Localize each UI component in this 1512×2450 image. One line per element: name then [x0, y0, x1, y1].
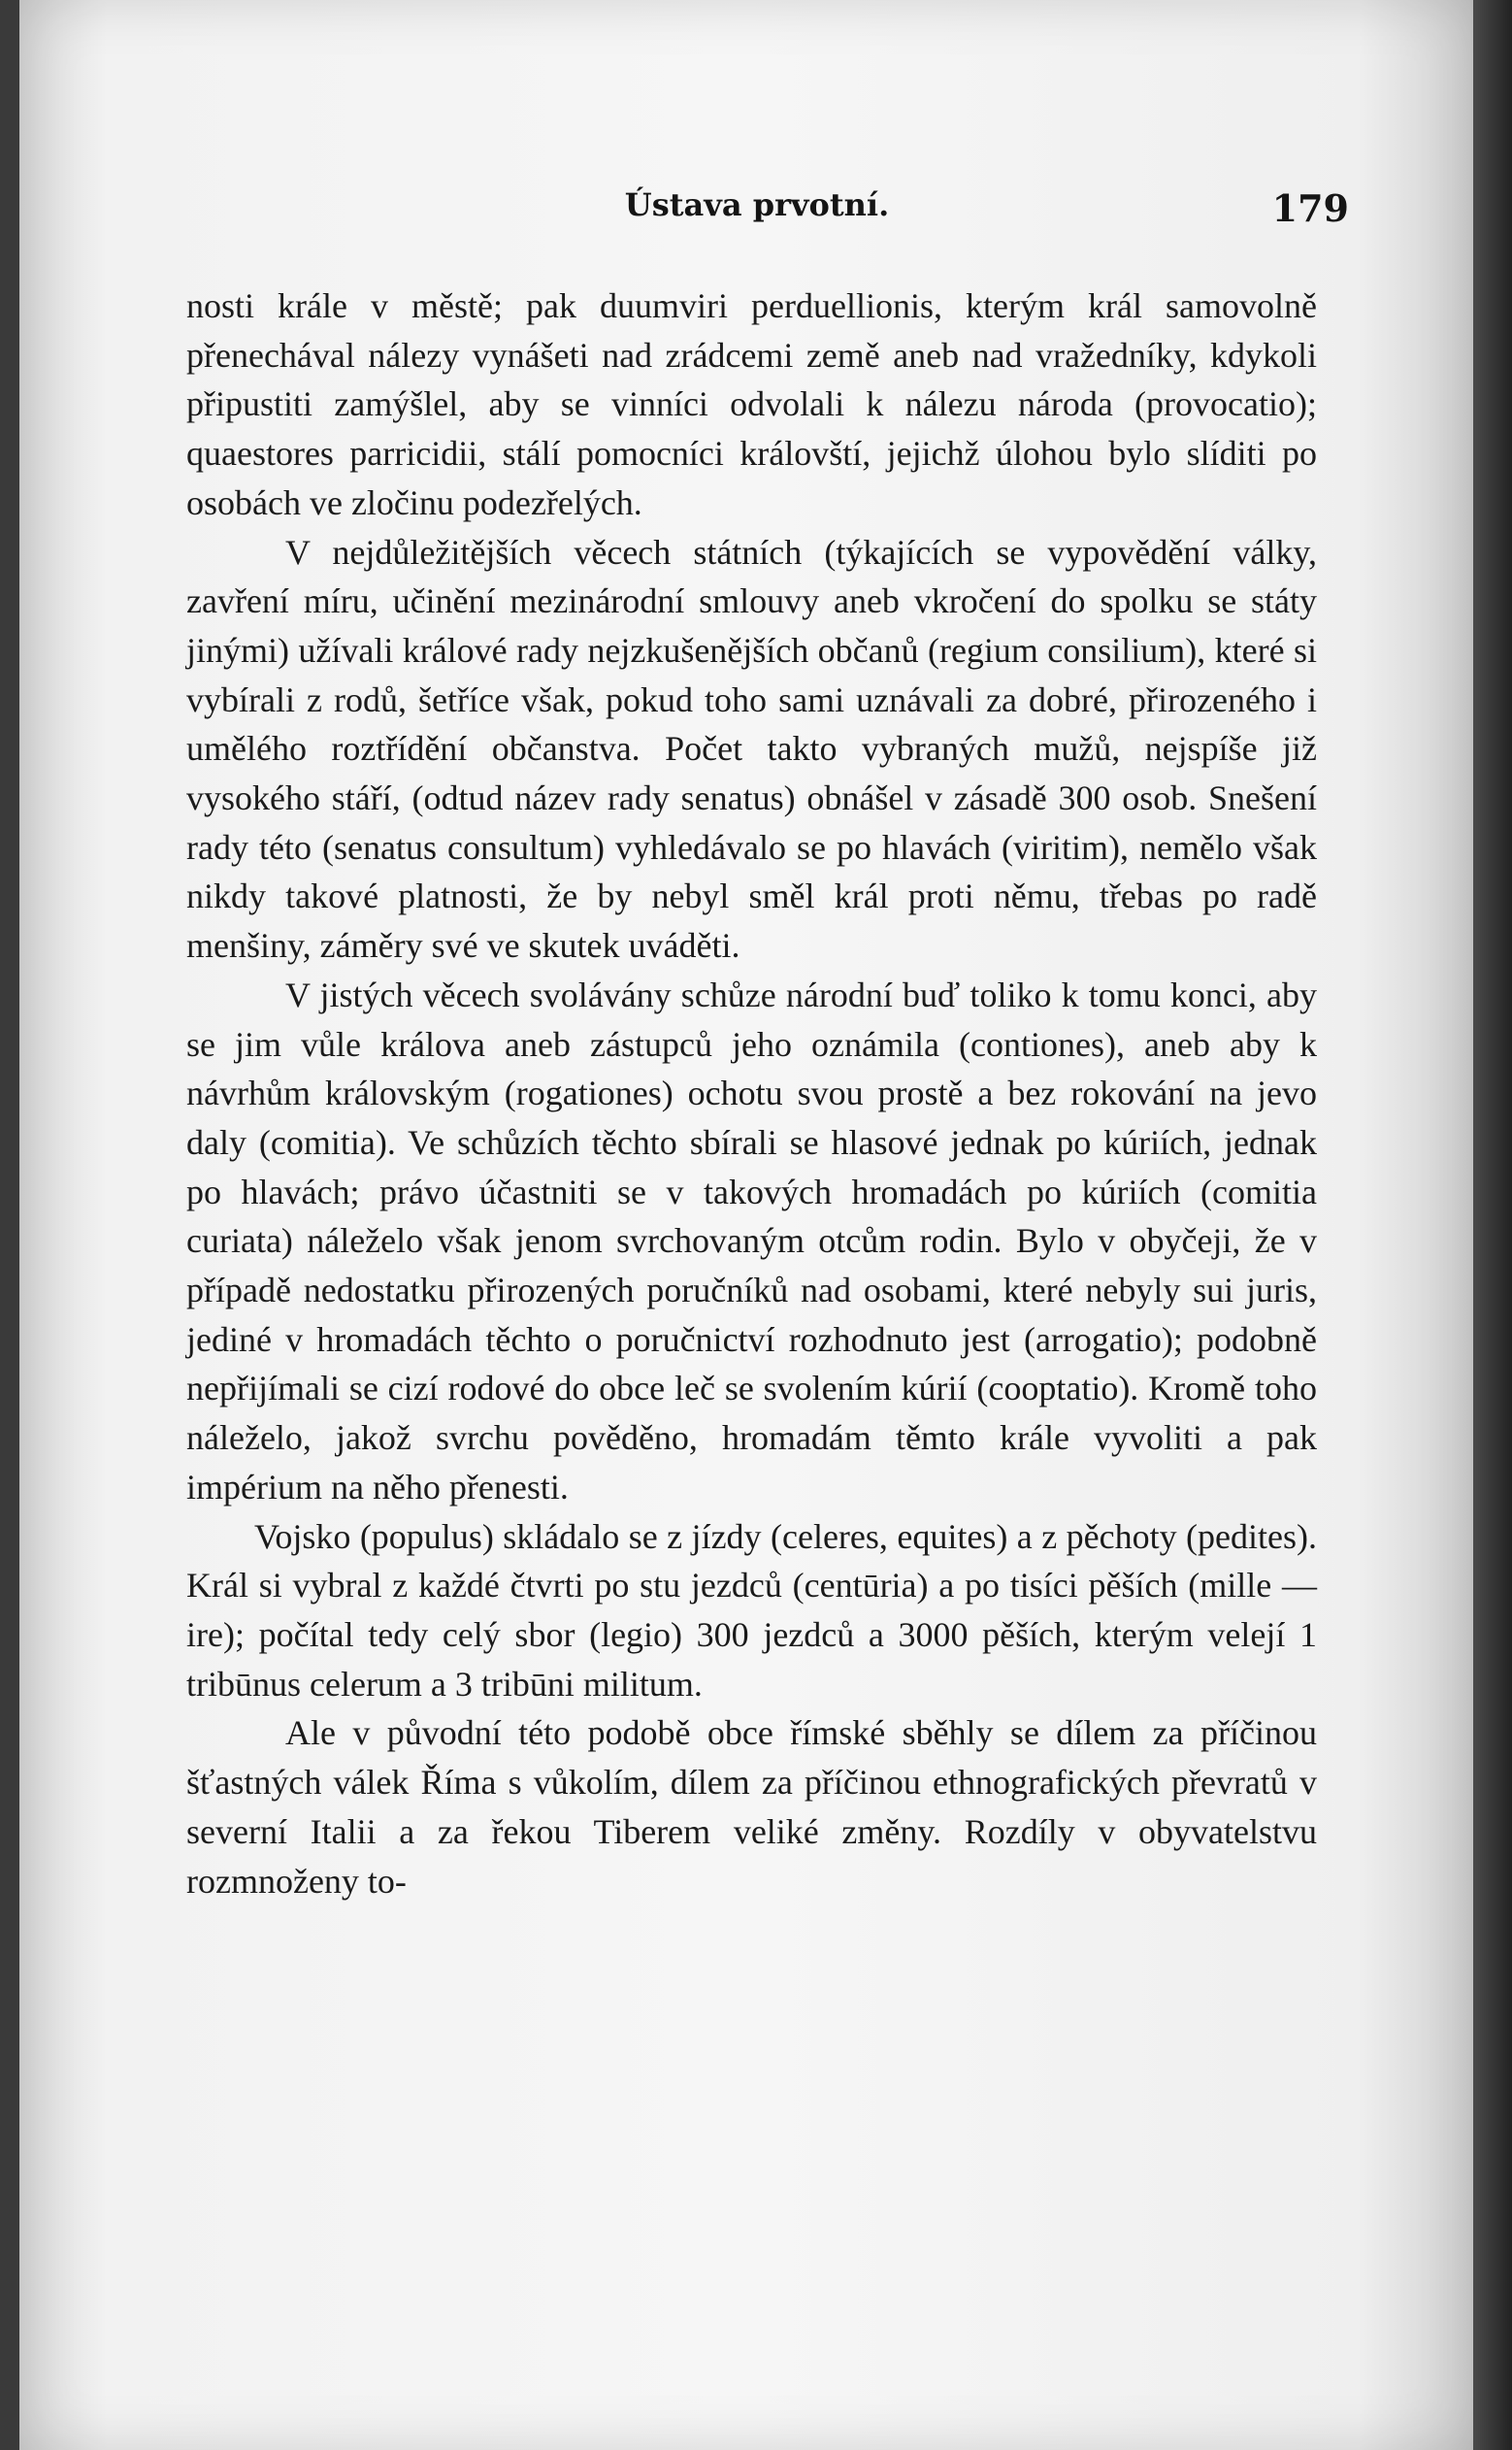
paragraph-5: Ale v původní této podobě obce římské sběhly se dílem za příčinou šťastných válek Říma s vůkolím, dílem za příčinou ethnografických převratů v severní Italii a za řekou Tiberem veliké změny. Rozdíly v obyvatelstvu rozmnoženy to-: [186, 1713, 1317, 1901]
paragraph-4: Vojsko (populus) skládalo se z jízdy (celeres, equites) a z pěchoty (pedites). Král si vybral z každé čtvrti po stu jezdců (centūria) a po tisíci pěších (mille — ire); počítal tedy celý sbor (legio) 300 jezdců a 3000 pěších, kterým velejí 1 tribūnus celerum a 3 tribūni militum.: [186, 1516, 1317, 1704]
paragraph-2: V nejdůležitějších věcech státních (týkajících se vypovědění války, zavření míru, učinění mezinárodní smlouvy aneb vkročení do spolku se státy jinými) užívali králové rady nejzkušenějších občanů (regium consilium), které si vybírali z rodů, šetříce však, pokud toho sami uznávali za dobré, přirozeného i umělého roztřídění občanstva. Počet takto vybraných mužů, nejspíše již vysokého stáří, (odtud název rady senatus) obnášel v zásadě 300 osob. Snešení rady této (senatus consultum) vyhledávalo se po hlavách (viritim), nemělo však nikdy takové platnosti, že by nebyl směl král proti němu, třebas po radě menšiny, záměry své ve skutek uváděti.: [186, 532, 1317, 966]
page-edge-shadow: [1473, 0, 1512, 2450]
paragraph-1: nosti krále v městě; pak duumviri perduellionis, kterým král samovolně přenechával nálezy vynášeti nad zrádcemi země aneb nad vražedníky, kdykoli připustiti zamýšlel, aby se vinníci odvolali k nálezu národa (provocatio); quaestores parricidii, stálí pomocníci královští, jejichž úlohou bylo slíditi po osobách ve zločinu podezřelých.: [186, 286, 1317, 522]
page-header: [165, 186, 1349, 235]
running-title: Ústava prvotní.: [624, 186, 890, 223]
paragraph-3: V jistých věcech svolávány schůze národní buď toliko k tomu konci, aby se jim vůle králova aneb zástupců jeho oznámila (contiones), aneb aby k návrhům královským (rogationes) ochotu svou prostě a bez rokování na jevo daly (comitia). Ve schůzích těchto sbírali se hlasové jednak po kúriích, jednak po hlavách; právo účastniti se v takových hromadách po kúriích (comitia curiata) náleželo však jenom svrchovaným otcům rodin. Bylo v obyčeji, že v případě nedostatku přirozených poručníků nad osobami, které nebyly sui juris, jediné v hromadách těchto o poručnictví rozhodnuto jest (arrogatio); podobně nepřijímali se cizí rodové do obce leč se svolením kúrií (cooptatio). Kromě toho náleželo, jakož svrchu pověděno, hromadám těmto krále vyvoliti a pak impérium na něho přenesti.: [186, 975, 1317, 1506]
page-number: 179: [1271, 186, 1349, 230]
book-page: [19, 0, 1475, 2450]
body-text: [186, 281, 1317, 1905]
